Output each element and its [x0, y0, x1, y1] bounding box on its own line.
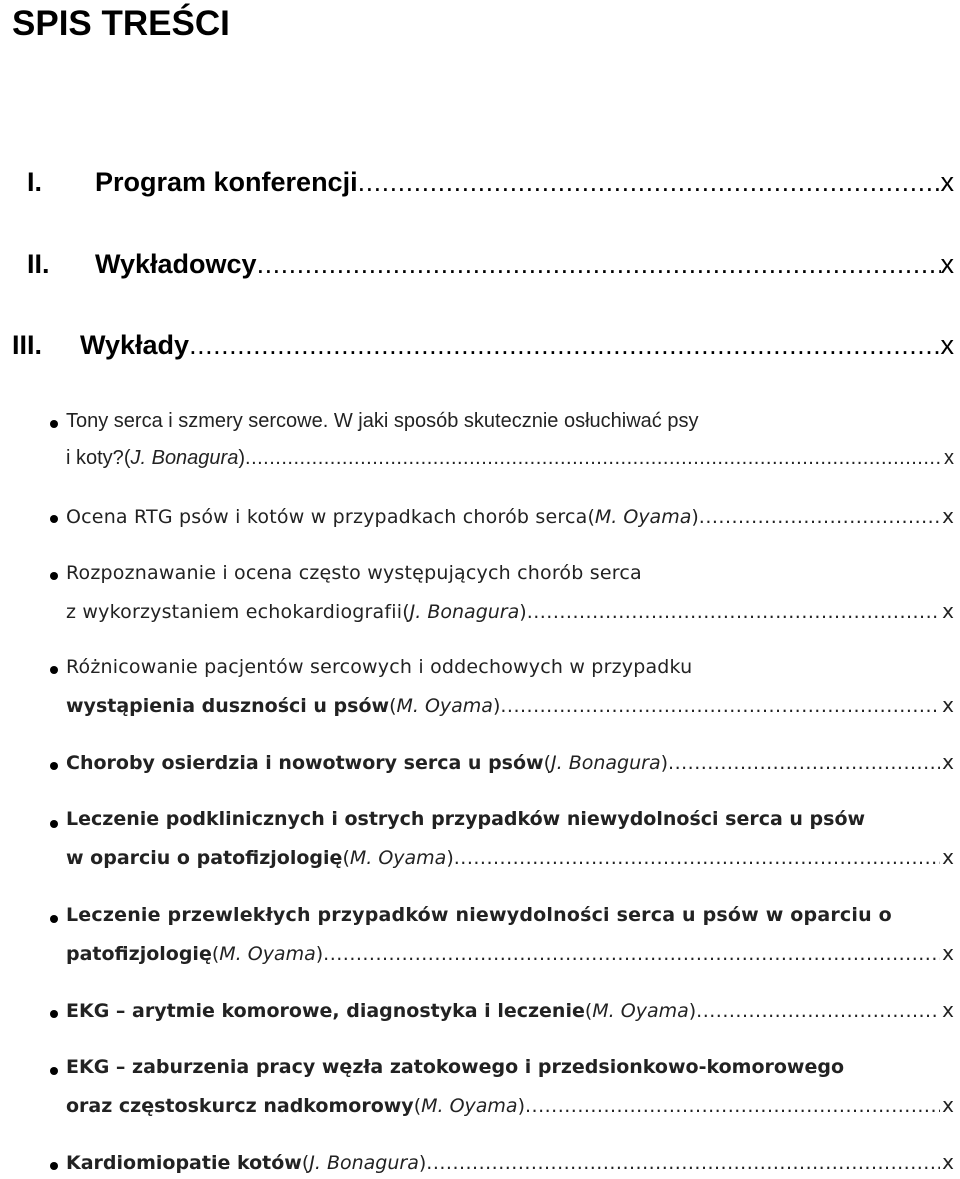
page-number: x [942, 1150, 954, 1174]
paren-close: ) [688, 1000, 697, 1022]
page-number: x [942, 998, 954, 1022]
entry-title: Kardiomiopatie kotów [66, 1152, 302, 1174]
page-number: x [944, 447, 954, 469]
page-number: x [940, 249, 954, 279]
page-number: x [942, 504, 954, 528]
entry-author: M. Oyama [396, 695, 493, 717]
entry-title: Choroby osierdzia i nowotwory serca u psów [66, 752, 544, 774]
paren-open: ( [389, 695, 397, 717]
dot-leader [426, 1152, 940, 1174]
toc-entry-subclinical-heart-failure[interactable] [66, 845, 954, 877]
paren-open: ( [342, 847, 350, 869]
section-label: Program konferencji [95, 167, 358, 197]
paren-open: ( [587, 506, 595, 528]
page-number: x [940, 330, 954, 360]
toc-entry-title-line: Rozpoznawanie i ocena często występujących chorób serca [66, 562, 642, 584]
paren-open: ( [413, 1095, 422, 1117]
dot-leader [323, 943, 940, 965]
bullet-icon [50, 666, 58, 674]
dot-leader [527, 601, 940, 623]
section-label: Wykładowcy [95, 249, 257, 279]
toc-entry-dyspnea[interactable] [66, 693, 954, 725]
dot-leader [454, 847, 940, 869]
page-number: x [940, 167, 954, 197]
entry-author: M. Oyama [219, 943, 316, 965]
page-number: x [942, 693, 954, 717]
entry-title: z wykorzystaniem echokardiografii [66, 601, 403, 623]
entry-author: J. Bonagura [309, 1152, 419, 1174]
paren-open: ( [402, 601, 410, 623]
dot-leader [699, 506, 940, 528]
dot-leader [500, 695, 940, 717]
entry-title: i koty? [66, 447, 124, 469]
dot-leader [696, 1000, 940, 1022]
toc-entry-rtg[interactable] [66, 504, 954, 536]
bullet-icon [50, 515, 58, 523]
paren-close: ) [446, 847, 454, 869]
paren-close: ) [315, 943, 324, 965]
entry-title: wystąpienia duszności u psów [66, 695, 390, 717]
toc-entry-ekg-ventricular[interactable] [66, 998, 954, 1030]
toc-entry-feline-cardiomyopathy[interactable] [66, 1150, 954, 1179]
paren-close: ) [492, 695, 501, 717]
paren-close: ) [691, 506, 699, 528]
bullet-icon [50, 420, 58, 428]
entry-title: oraz częstoskurcz nadkomorowy [66, 1095, 414, 1117]
toc-entry-title-line: Tony serca i szmery sercowe. W jaki sposób skutecznie osłuchiwać psy [66, 410, 699, 432]
dot-leader [358, 167, 941, 198]
entry-author: J. Bonagura [551, 752, 661, 774]
toc-section-lecturers[interactable] [12, 249, 954, 281]
entry-author: M. Oyama [349, 847, 447, 869]
toc-entry-ekg-sinus-node[interactable] [66, 1093, 954, 1125]
section-label: Wykłady [80, 330, 190, 360]
bullet-icon [50, 572, 58, 580]
entry-title: EKG – arytmie komorowe, diagnostyka i leczenie [66, 1000, 585, 1022]
page-title: SPIS TREŚCI [12, 4, 230, 43]
toc-entry-pericardium[interactable] [66, 750, 954, 782]
bullet-icon [50, 1067, 58, 1075]
page-number: x [942, 941, 954, 965]
section-number: III. [12, 330, 43, 360]
entry-author: M. Oyama [594, 506, 692, 528]
paren-close: ) [519, 601, 527, 623]
toc-entry-echocardiography[interactable] [66, 599, 954, 631]
section-number: II. [27, 249, 50, 279]
paren-open: ( [301, 1152, 310, 1174]
paren-open: ( [123, 447, 131, 469]
entry-author: M. Oyama [592, 1000, 689, 1022]
bullet-icon [50, 762, 58, 770]
toc-entry-title-line: Różnicowanie pacjentów sercowych i oddechowych w przypadku [66, 656, 693, 678]
toc-section-lectures[interactable] [12, 330, 954, 362]
entry-title: patofizjologię [66, 943, 212, 965]
dot-leader [525, 1095, 940, 1117]
dot-leader [668, 752, 940, 774]
bullet-icon [50, 1010, 58, 1018]
paren-close: ) [517, 1095, 525, 1117]
paren-open: ( [211, 943, 220, 965]
page-number: x [942, 1093, 954, 1117]
page-number: x [942, 599, 954, 623]
section-number: I. [27, 167, 43, 197]
paren-close: ) [418, 1152, 427, 1174]
entry-author: J. Bonagura [130, 447, 239, 469]
paren-open: ( [543, 752, 552, 774]
bullet-icon [50, 820, 58, 828]
paren-close: ) [238, 447, 246, 469]
entry-author: M. Oyama [421, 1095, 518, 1117]
paren-close: ) [660, 752, 669, 774]
toc-section-program[interactable] [12, 167, 954, 199]
entry-title: w oparciu o patofizjologię [66, 847, 343, 869]
bullet-icon [50, 915, 58, 923]
toc-entry-title-line: EKG – zaburzenia pracy węzła zatokowego i przedsionkowo-komorowego [66, 1056, 845, 1078]
toc-entry-heart-sounds[interactable] [66, 447, 954, 479]
entry-author: J. Bonagura [409, 601, 520, 623]
page-number: x [942, 750, 954, 774]
toc-entry-chronic-heart-failure[interactable] [66, 941, 954, 973]
toc-entry-title-line: Leczenie podklinicznych i ostrych przypadków niewydolności serca u psów [66, 808, 866, 830]
toc-entry-title-line: Leczenie przewlekłych przypadków niewydolności serca u psów w oparciu o [66, 904, 892, 926]
page-number: x [942, 845, 954, 869]
paren-open: ( [584, 1000, 593, 1022]
dot-leader [189, 330, 940, 361]
dot-leader [257, 249, 941, 280]
bullet-icon [50, 1162, 58, 1170]
dot-leader [245, 447, 942, 470]
entry-title: Ocena RTG psów i kotów w przypadkach chorób serca [66, 506, 588, 528]
